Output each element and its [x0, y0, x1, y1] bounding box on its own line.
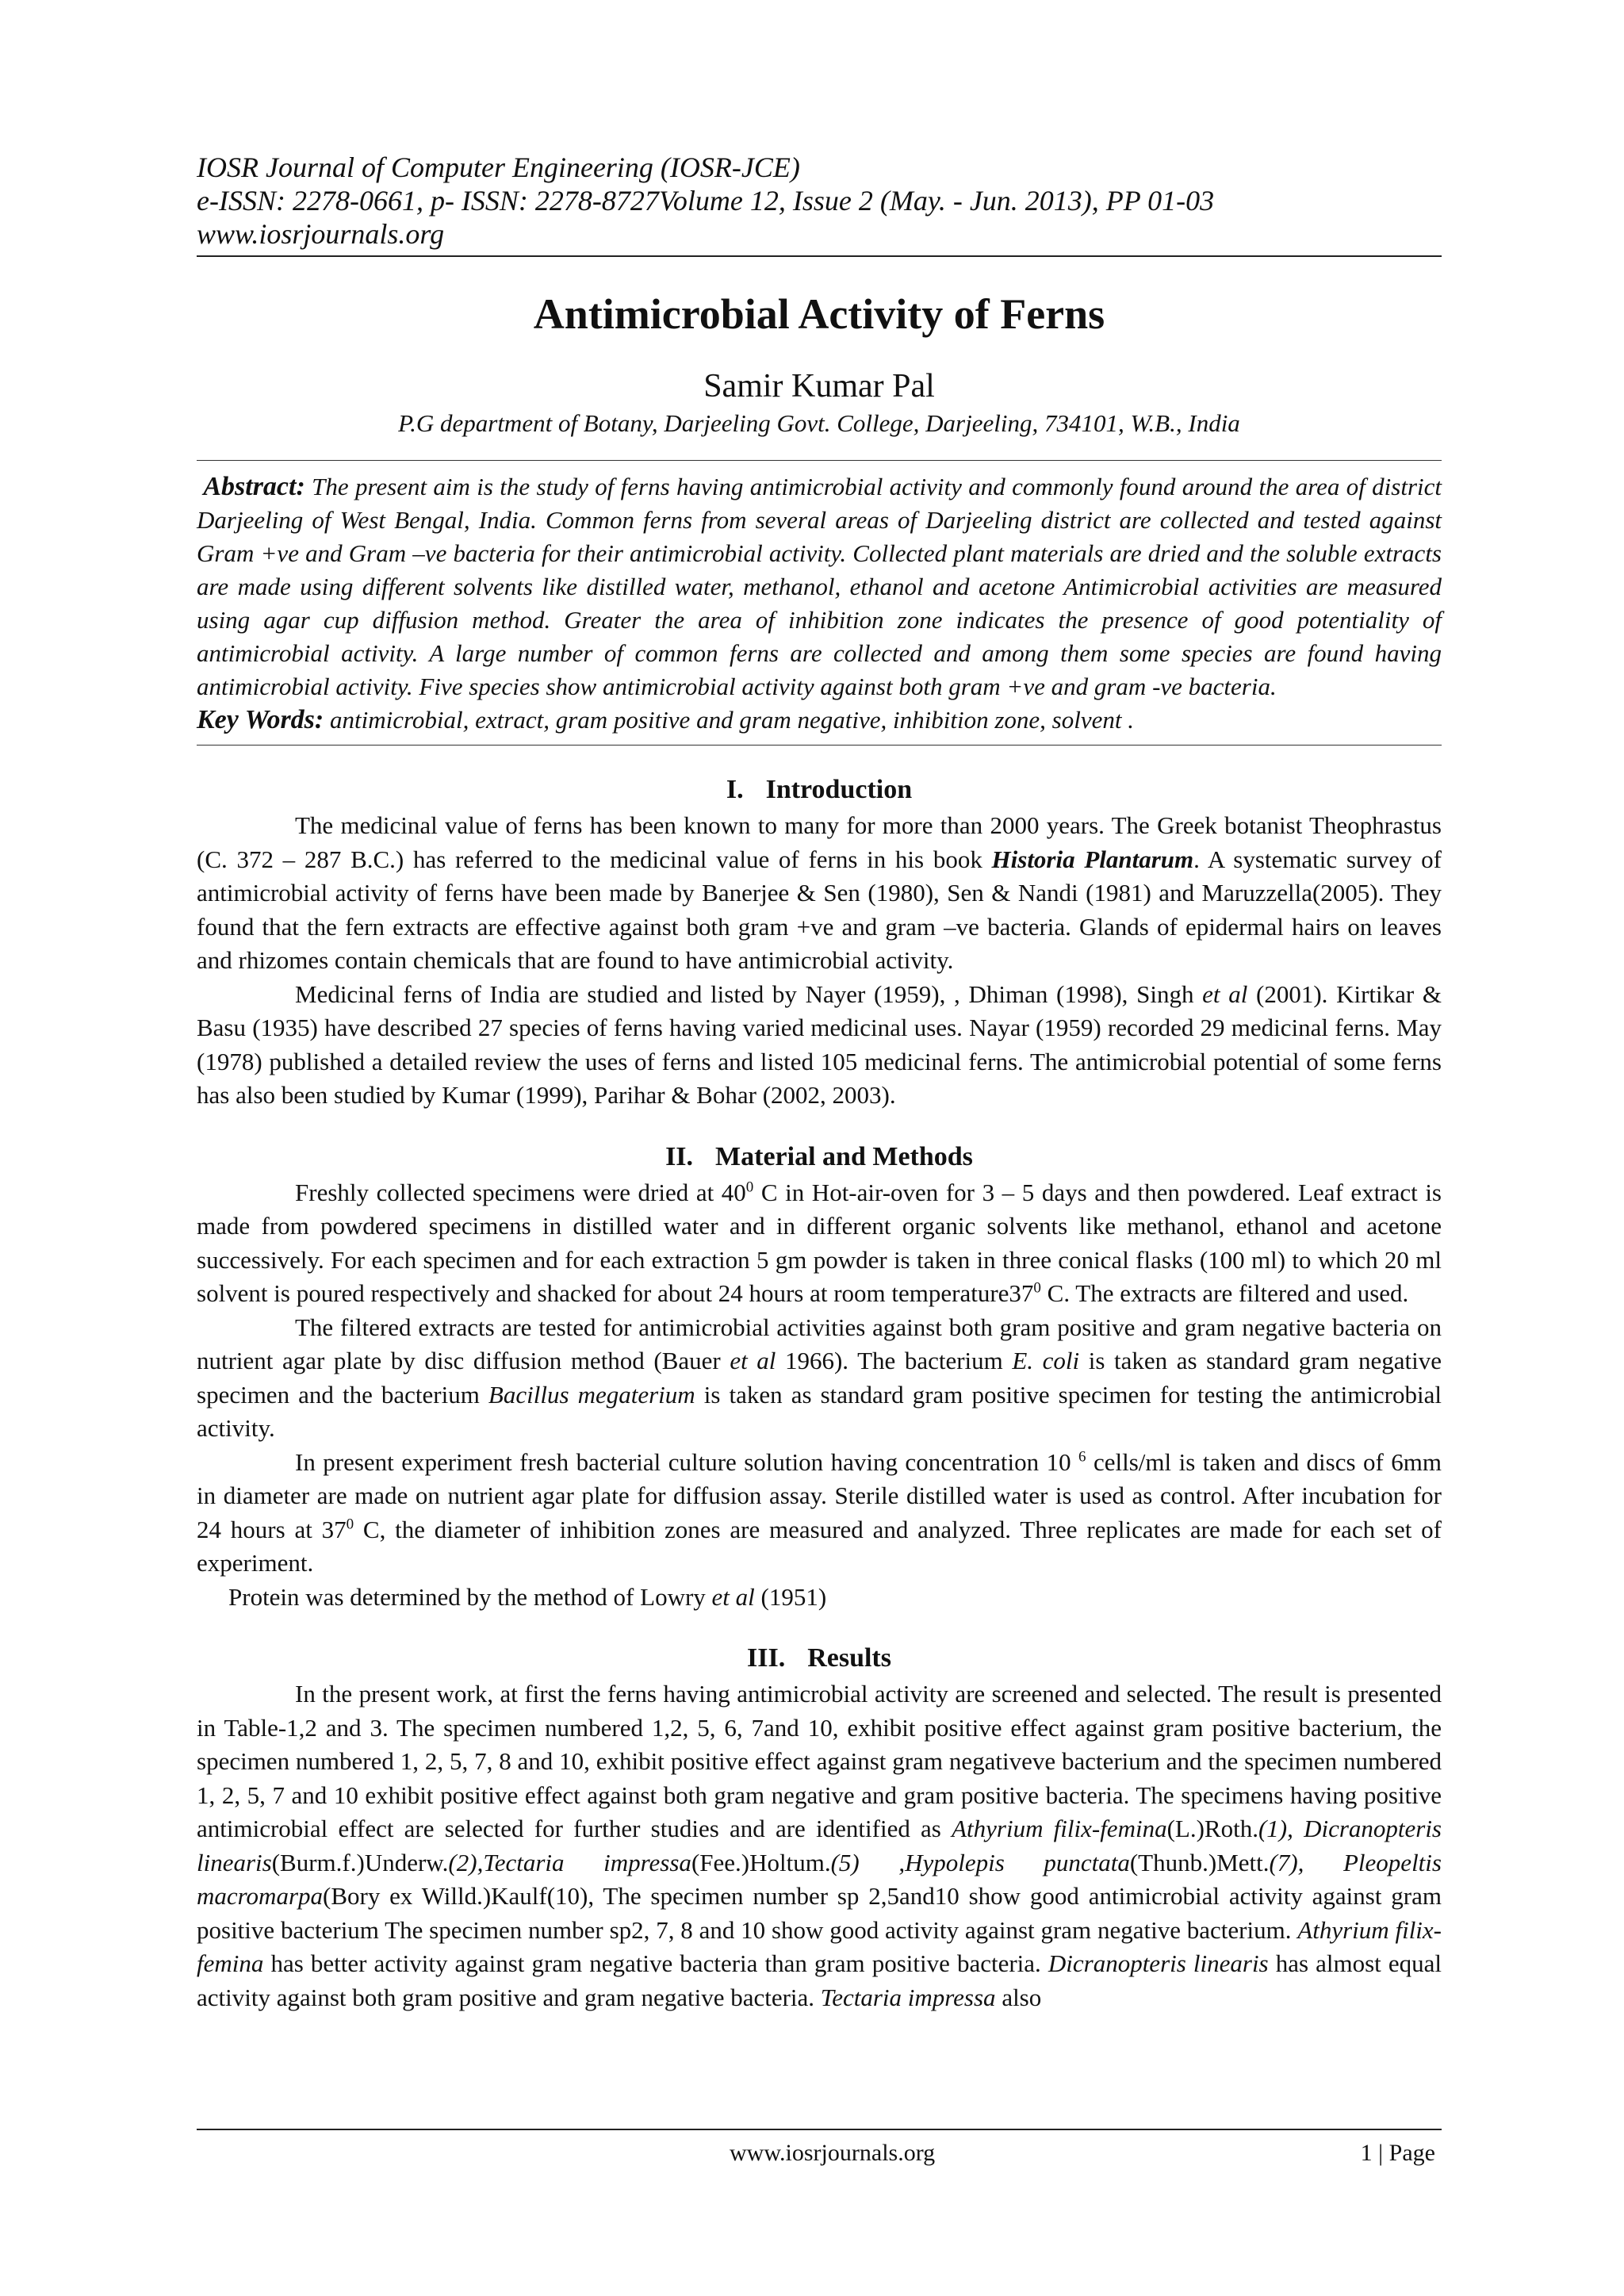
section-heading-results — [197, 1642, 1442, 1674]
text-run: (1951) — [754, 1582, 827, 1611]
species-name: Tectaria impressa — [820, 1983, 996, 2011]
section-title: Introduction — [765, 775, 913, 804]
species-name: Bacillus megaterium — [488, 1380, 695, 1409]
superscript: 6 — [1078, 1448, 1086, 1466]
abstract-label: Abstract: — [203, 472, 305, 501]
text-run: The medicinal value of ferns has been known to many for more than 2000 years. The Greek botanist Theophrastus (C. 372 – 287 B.C.) has referred to the medicinal value of ferns in his book — [197, 811, 1442, 873]
text-run: (2001). Kirtikar & Basu (1935) have described 27 species of ferns having varied medicinal uses. Nayar (1959) recorded 29 medicinal ferns. May (1978) published a detailed review the uses of ferns and listed 105 medicinal ferns. The antimicrobial potential of some ferns has also been studied by Kumar (1999), Parihar & Bohar (2002, 2003). — [197, 979, 1442, 1109]
book-title: Historia Plantarum — [991, 845, 1194, 873]
paragraph — [197, 1446, 1442, 1581]
section-title: Results — [807, 1643, 891, 1673]
text-run: (2), — [448, 1848, 484, 1876]
abstract-text: The present aim is the study of ferns having antimicrobial activity and commonly found around the area of district Darjeeling of West Bengal, India. Common ferns from several areas of Darjeeling district are collected and tested against Gram +ve and Gram –ve bacteria for their antimicrobial activity. Collected plant materials are dried and the soluble extracts are made using different solvents like distilled water, methanol, ethanol and acetone Antimicrobial activities are measured using agar cup diffusion method. Greater the area of inhibition zone indicates the presence of good potentiality of antimicrobial activity. A large number of common ferns are collected and among them some species are found having antimicrobial activity. Five species show antimicrobial activity against both gram +ve and gram -ve bacteria. — [197, 473, 1442, 700]
paragraph — [197, 1176, 1442, 1311]
text-run: (Burm.f.)Underw. — [271, 1848, 449, 1876]
text-run: et al — [711, 1582, 755, 1611]
text-run: 1966). The bacterium — [776, 1347, 1013, 1374]
paper-page — [197, 151, 1442, 2014]
abstract — [197, 470, 1442, 703]
keywords-label: Key Words: — [197, 705, 324, 734]
page-footer — [197, 2129, 1442, 2166]
header-rule — [197, 255, 1442, 257]
section-number: I. — [726, 775, 744, 804]
footer-url: www.iosrjournals.org — [730, 2140, 936, 2166]
text-run: Protein was determined by the method of Lowry — [228, 1582, 712, 1611]
text-run: C. The extracts are filtered and used. — [1040, 1279, 1409, 1307]
text-run: (L.)Roth. — [1166, 1815, 1258, 1842]
text-run: (1), — [1258, 1815, 1304, 1842]
paragraph — [197, 1311, 1442, 1446]
paragraph — [197, 978, 1442, 1113]
superscript: 0 — [1033, 1279, 1041, 1297]
species-name: E. coli — [1012, 1347, 1080, 1374]
superscript: 0 — [745, 1179, 754, 1196]
text-run: In the present work, at first the ferns having antimicrobial activity are screened and selected. The result is presented in Table-1,2 and 3. The specimen numbered 1,2, 5, 6, 7and 10, exhibit positive effect against gram positive bacterium, the specimen numbered 1, 2, 5, 7, 8 and 10, exhibit positive effect against gram negativeve bacterium and the specimen numbered 1, 2, 5, 7 and 10 exhibit positive effect against both gram negative and gram positive bacteria. The specimens having positive antimicrobial effect are selected for further studies and are identified as — [197, 1680, 1442, 1842]
species-name: Tectaria impressa — [483, 1848, 691, 1876]
keywords-text: antimicrobial, extract, gram positive and gram negative, inhibition zone, solvent . — [330, 706, 1134, 734]
text-run: (5) , — [830, 1848, 906, 1876]
species-name: Hypolepis punctata — [905, 1848, 1130, 1876]
section-heading-methods — [197, 1141, 1442, 1173]
text-run: . A systematic survey of antimicrobial activity of ferns have been made by Banerjee & Sen (1980), Sen & Nandi (1981) and Maruzzella(2005). They found that the fern extracts are effective against both gram +ve and gram –ve bacteria. Glands of epidermal hairs on leaves and rhizomes contain chemicals that are found to have antimicrobial activity. — [197, 845, 1442, 974]
text-run: has almost equal activity against both gram positive and gram negative bacteria. — [197, 1949, 1442, 2011]
species-name: Dicranopteris linearis — [1048, 1949, 1269, 1977]
species-name: Athyrium filix-femina — [197, 1915, 1442, 1977]
text-run: is taken as standard gram positive specimen for testing the antimicrobial activity. — [197, 1380, 1442, 1442]
text-run: also — [995, 1983, 1042, 2011]
journal-issn: e-ISSN: 2278-0661, p- ISSN: 2278-8727Volume 12, Issue 2 (May. - Jun. 2013), PP 01-03 — [197, 185, 1215, 217]
journal-header — [197, 151, 1442, 257]
text-run: et al — [730, 1347, 776, 1374]
journal-name: IOSR Journal of Computer Engineering (IOSR-JCE) — [197, 151, 800, 183]
page-number: 1 | Page — [1360, 2140, 1435, 2166]
text-run: C in Hot-air-oven for 3 – 5 days and then powdered. Leaf extract is made from powdered specimens in distilled water and in different organic solvents like methanol, ethanol and acetone successively. For each specimen and for each extraction 5 gm powder is taken in three conical flasks (100 ml) to which 20 ml solvent is poured respectively and shacked for about 24 hours at room temperature37 — [197, 1178, 1442, 1307]
keywords — [197, 703, 1442, 737]
text-run: has better activity against gram negative bacteria than gram positive bacteria. — [263, 1949, 1048, 1977]
text-run: In present experiment fresh bacterial culture solution having concentration 10 — [295, 1447, 1079, 1476]
journal-website: www.iosrjournals.org — [197, 218, 445, 250]
text-run: C, the diameter of inhibition zones are measured and analyzed. Three replicates are made for each set of experiment. — [197, 1515, 1442, 1577]
text-run: (Fee.)Holtum. — [691, 1848, 831, 1876]
paragraph — [197, 809, 1442, 978]
author-name: Samir Kumar Pal — [703, 368, 935, 404]
text-run: (Thunb.)Mett. — [1129, 1848, 1270, 1876]
superscript: 0 — [346, 1516, 354, 1533]
section-title: Material and Methods — [715, 1141, 973, 1171]
paragraph — [197, 1677, 1442, 2014]
text-run: Freshly collected specimens were dried at 40 — [295, 1178, 746, 1206]
section-heading-introduction — [197, 774, 1442, 806]
species-name: Athyrium filix-femina — [952, 1815, 1167, 1842]
author-affiliation: P.G department of Botany, Darjeeling Govt. College, Darjeeling, 734101, W.B., India — [398, 409, 1240, 437]
text-run: cells/ml is taken and discs of 6mm in diameter are made on nutrient agar plate for diffusion assay. Sterile distilled water is used as control. After incubation for 24 hours at 37 — [197, 1447, 1442, 1543]
text-run: (Bory ex Willd.)Kaulf(10), The specimen number sp 2,5and10 show good antimicrobial activity against gram positive bacterium The specimen number sp2, 7, 8 and 10 show good activity against gram negative bacterium. — [197, 1882, 1442, 1944]
species-name: Pleopeltis macromarpa — [197, 1848, 1442, 1910]
text-run: et al — [1202, 979, 1248, 1008]
paper-title: Antimicrobial Activity of Ferns — [533, 290, 1105, 338]
paragraph — [197, 1581, 1442, 1615]
text-run: The filtered extracts are tested for antimicrobial activities against both gram positive and gram negative bacteria on nutrient agar plate by disc diffusion method (Bauer — [197, 1313, 1442, 1374]
abstract-block — [197, 460, 1442, 746]
section-number: III. — [747, 1643, 786, 1673]
section-number: II. — [665, 1141, 694, 1171]
text-run: is taken as standard gram negative specimen and the bacterium — [197, 1347, 1442, 1409]
text-run: Medicinal ferns of India are studied and listed by Nayer (1959), , Dhiman (1998), Singh — [295, 979, 1203, 1008]
species-name: Dicranopteris linearis — [197, 1815, 1442, 1876]
text-run: (7), — [1269, 1848, 1343, 1876]
